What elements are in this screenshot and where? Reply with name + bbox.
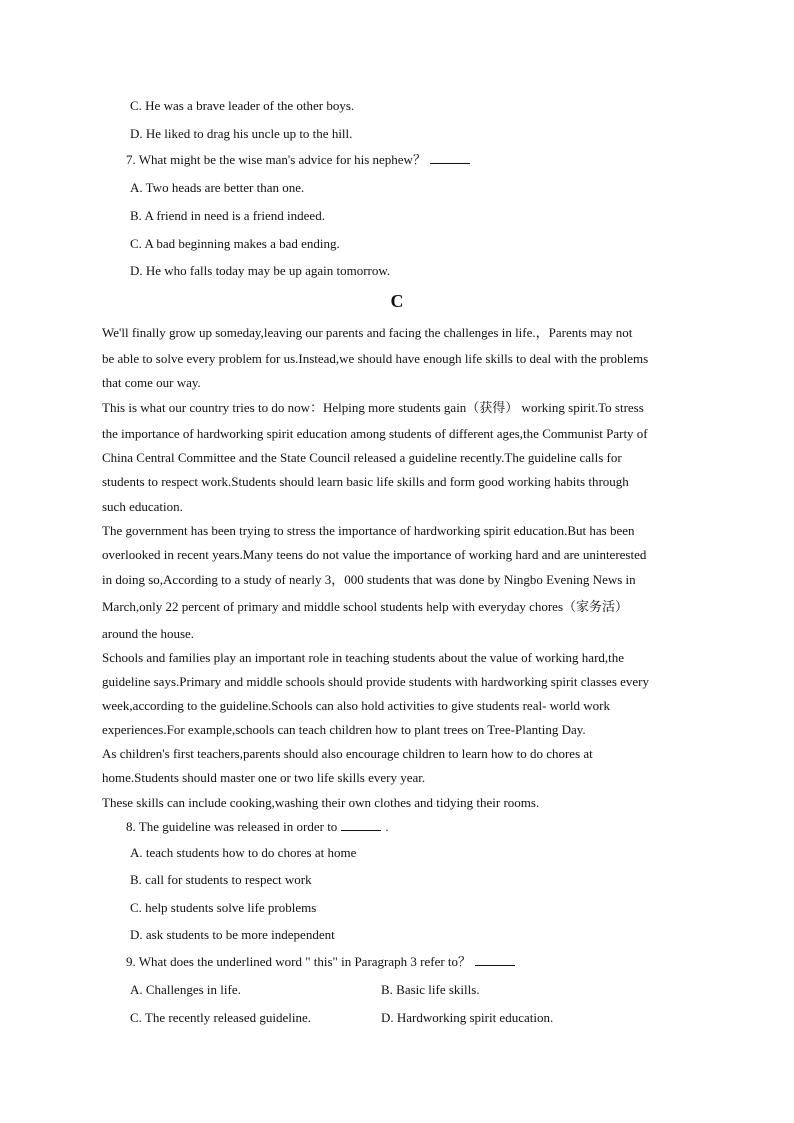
q7-stem-text: 7. What might be the wise man's advice for his nephew？ xyxy=(126,152,426,167)
q8-option-b: B. call for students to respect work xyxy=(130,872,312,887)
passage-line: week,according to the guideline.Schools can also hold activities to give students real- world work xyxy=(102,698,610,713)
q8-option-d: D. ask students to be more independent xyxy=(130,927,335,942)
passage-line: This is what our country tries to do now：Helping more students gain（获得） working spirit.To stress xyxy=(102,400,644,415)
q6-option-c: C. He was a brave leader of the other boys. xyxy=(130,98,355,113)
q8-stem-text: 8. The guideline was released in order to xyxy=(126,819,338,834)
passage-line: the importance of hardworking spirit education among students of different ages,the Communist Party of xyxy=(102,426,648,441)
q7-option-c: C. A bad beginning makes a bad ending. xyxy=(130,236,340,251)
passage-line: be able to solve every problem for us.Instead,we should have enough life skills to deal with the problems xyxy=(102,351,649,366)
passage-line: As children's first teachers,parents should also encourage children to learn how to do chores at xyxy=(102,746,593,761)
q7-option-a: A. Two heads are better than one. xyxy=(130,180,305,195)
q7-stem xyxy=(126,151,470,169)
passage-line: such education. xyxy=(102,499,183,514)
passage-line: home.Students should master one or two life skills every year. xyxy=(102,770,426,785)
passage-line: students to respect work.Students should learn basic life skills and form good working habits through xyxy=(102,474,629,489)
q8-stem xyxy=(126,818,389,836)
passage-line: guideline says.Primary and middle schools should provide students with hardworking spirit classes every xyxy=(102,674,649,689)
q6-option-d: D. He liked to drag his uncle up to the hill. xyxy=(130,126,353,141)
q9-stem-text: 9. What does the underlined word " this" in Paragraph 3 refer to？ xyxy=(126,954,472,969)
q8-answer-blank xyxy=(341,818,381,831)
passage-line: We'll finally grow up someday,leaving our parents and facing the challenges in life.，Parents may not xyxy=(102,325,633,340)
passage-line: around the house. xyxy=(102,626,195,641)
q9-answer-blank xyxy=(475,953,515,966)
q7-answer-blank xyxy=(430,151,470,164)
passage-line: Schools and families play an important role in teaching students about the value of working hard,the xyxy=(102,650,625,665)
q9-option-b: B. Basic life skills. xyxy=(381,982,480,997)
q9-stem xyxy=(126,953,515,971)
q7-option-d: D. He who falls today may be up again tomorrow. xyxy=(130,263,391,278)
q8-option-c: C. help students solve life problems xyxy=(130,900,317,915)
passage-line: The government has been trying to stress the importance of hardworking spirit education.But has been xyxy=(102,523,635,538)
q9-option-a: A. Challenges in life. xyxy=(130,982,241,997)
q9-option-d: D. Hardworking spirit education. xyxy=(381,1010,554,1025)
passage-line: March,only 22 percent of primary and middle school students help with everyday chores（家务活） xyxy=(102,599,629,614)
passage-line: experiences.For example,schools can teach children how to plant trees on Tree-Planting Day. xyxy=(102,722,586,737)
passage-line: China Central Committee and the State Council released a guideline recently.The guideline calls for xyxy=(102,450,622,465)
passage-line: that come our way. xyxy=(102,375,201,390)
passage-line: in doing so,According to a study of nearly 3，000 students that was done by Ningbo Evening News in xyxy=(102,572,636,587)
q8-option-a: A. teach students how to do chores at home xyxy=(130,845,357,860)
passage-line: These skills can include cooking,washing their own clothes and tidying their rooms. xyxy=(102,795,540,810)
q7-option-b: B. A friend in need is a friend indeed. xyxy=(130,208,325,223)
q8-stem-end: . xyxy=(385,819,389,834)
q9-option-c: C. The recently released guideline. xyxy=(130,1010,311,1025)
passage-line: overlooked in recent years.Many teens do not value the importance of working hard and are uninterested xyxy=(102,547,647,562)
section-title: C xyxy=(390,291,404,311)
